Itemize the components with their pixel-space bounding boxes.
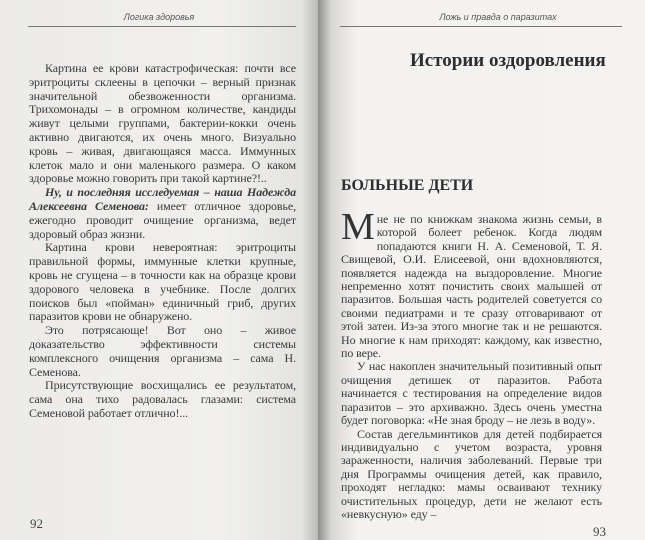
paragraph-text: не не по книжкам знакома жизнь семьи, в которой болеет ребенок. Когда людям попадаются книги Н. А. Семеновой, Т. Я. Свищевой, О.И. Елисеевой, они вдохновляются, появляется надежда на выздоровление. Многие непременно хотят почистить своих малышей от паразитов. Большая часть родителей советуется со своими педиатрами и те сразу отговаривают от этой затеи. Из-за этого многие так и не решаются. Но многие к нам приходят: каждому, как известно, по вере. [341, 212, 602, 361]
right-page [318, 0, 645, 540]
paragraph: Состав дегельминтиков для детей подбирается индивидуально с учетом возраста, уровня зараженности, наличия заболеваний. Первые три дня Программы очищения детей, как правило, проходят негладко: мамы осваивают технику очистительных процедур, дети не желают есть «невкусную» еду – [341, 426, 602, 521]
page-number: 92 [30, 516, 43, 531]
paragraph-text: имеет отличное здоровье, ежегодно проводит очищение организма, ведет здоровый образ жизни. [29, 198, 296, 241]
paragraph: Это потрясающе! Вот оно – живое доказательство эффективности системы комплексного очищения организма – сама Н. Семенова. [29, 323, 296, 379]
paragraph: Присутствующие восхищались ее результатом, сама она тихо радовалась глазами: система Семеновой работает отлично!... [29, 378, 296, 420]
paragraph: Картина ее крови катастрофическая: почти все эритроциты склеены в цепочки – верный признак значительной обезвоженности организма. Трихомонады – в огромном количестве, кандиды живут целыми группами, бактерии-кокки очень активно двигаются, их очень много. Визуально кровь – живая, двигающаяся масса. Иммунных клеток мало и они маленького размера. О каком здоровье можно говорить при такой картине?!.. [29, 61, 296, 186]
chapter-title: Истории оздоровления [410, 50, 606, 71]
paragraph-lead: Ну, и последняя исследуемая – наша Надежда Алексеевна Семенова: [29, 185, 296, 213]
paragraph [341, 206, 602, 361]
left-page [0, 0, 318, 540]
page-number: 93 [593, 524, 606, 539]
body-text [341, 206, 602, 521]
header-rule [340, 26, 622, 27]
paragraph: У нас накоплен значительный позитивный опыт очищения детишек от паразитов. Работа начинается с тестирования на определение видов паразитов – это архиважно. Здесь очень уместна будет поговорка: «Не зная броду – не лезь в воду». [341, 359, 602, 428]
running-head: Логика здоровья [123, 12, 195, 22]
paragraph: Картина крови невероятная: эритроциты правильной формы, иммунные клетки крупные, кровь не сгущена – в точности как на образце крови здорового человека в учебнике. После долгих поисков был «пойман» единичный гриб, других паразитов крови не обнаружено. [29, 240, 296, 324]
header-rule [28, 26, 296, 27]
paragraph [29, 186, 296, 241]
body-text [29, 62, 296, 421]
section-title: БОЛЬНЫЕ ДЕТИ [341, 177, 474, 194]
running-head: Ложь и правда о паразитах [439, 12, 557, 22]
drop-cap: М [341, 206, 375, 248]
